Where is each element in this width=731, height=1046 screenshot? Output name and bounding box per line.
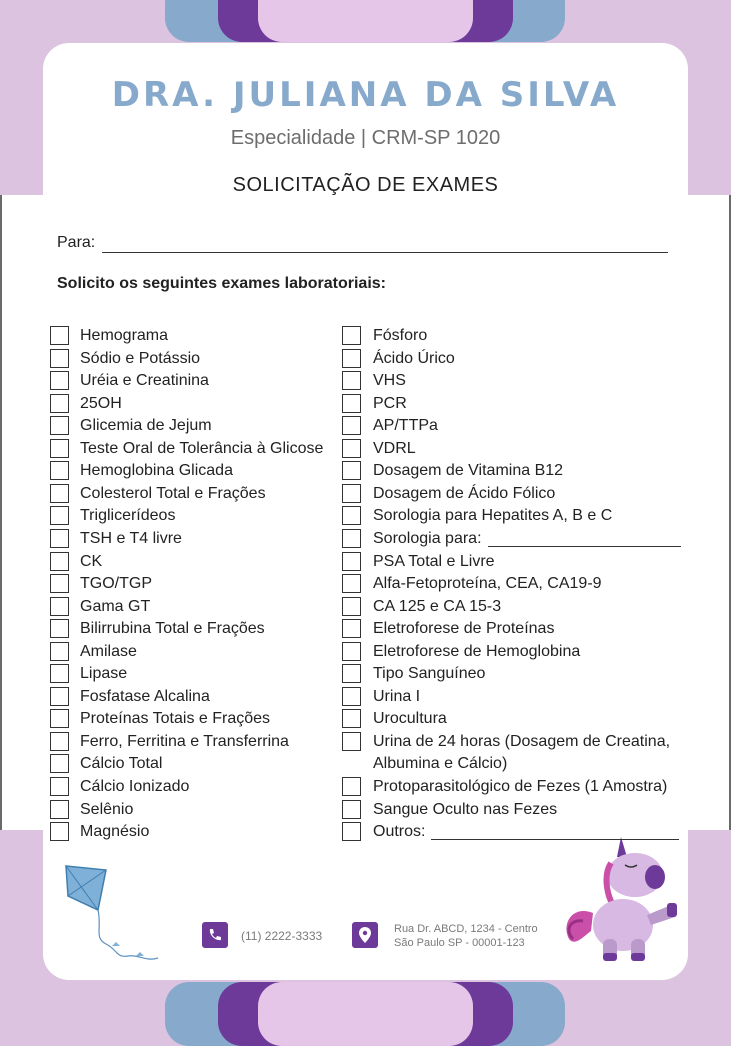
checkbox[interactable] bbox=[342, 506, 361, 525]
checkbox[interactable] bbox=[342, 687, 361, 706]
exam-label: PCR bbox=[373, 394, 407, 412]
checkbox[interactable] bbox=[342, 574, 361, 593]
checkbox[interactable] bbox=[342, 416, 361, 435]
checkbox[interactable] bbox=[50, 506, 69, 525]
checkbox[interactable] bbox=[50, 484, 69, 503]
exam-label: Glicemia de Jejum bbox=[80, 417, 212, 435]
checkbox[interactable] bbox=[50, 552, 69, 571]
checkbox[interactable] bbox=[342, 664, 361, 683]
exam-label: Dosagem de Vitamina B12 bbox=[373, 462, 564, 480]
exam-label: Selênio bbox=[80, 800, 134, 818]
checkbox[interactable] bbox=[342, 642, 361, 661]
exam-label: Magnésio bbox=[80, 823, 150, 841]
exam-label: Ferro, Ferritina e Transferrina bbox=[80, 732, 289, 750]
checkbox[interactable] bbox=[342, 822, 361, 841]
exam-label: Uréia e Creatinina bbox=[80, 372, 209, 390]
exam-label: TGO/TGP bbox=[80, 575, 152, 593]
checkbox[interactable] bbox=[342, 777, 361, 796]
checkbox[interactable] bbox=[342, 439, 361, 458]
checkbox[interactable] bbox=[50, 439, 69, 458]
exam-label: 25OH bbox=[80, 394, 122, 412]
checkbox[interactable] bbox=[50, 371, 69, 390]
exam-label: Sorologia para Hepatites A, B e C bbox=[373, 507, 613, 525]
checkbox[interactable] bbox=[342, 800, 361, 819]
exam-label: Hemograma bbox=[80, 327, 169, 344]
checkbox[interactable] bbox=[342, 552, 361, 571]
exam-label: Alfa-Fetoproteína, CEA, CA19-9 bbox=[373, 575, 602, 593]
intro-text: Solicito os seguintes exames laboratoriais: bbox=[57, 275, 386, 292]
exam-label: Dosagem de Ácido Fólico bbox=[373, 484, 556, 502]
exam-label: Gama GT bbox=[80, 597, 151, 615]
exam-label: TSH e T4 livre bbox=[80, 529, 182, 547]
checkbox[interactable] bbox=[342, 461, 361, 480]
checkbox[interactable] bbox=[342, 394, 361, 413]
exam-label: CK bbox=[80, 552, 103, 570]
checkbox[interactable] bbox=[50, 687, 69, 706]
checkbox[interactable] bbox=[50, 800, 69, 819]
checkbox[interactable] bbox=[342, 326, 361, 345]
map-pin-icon bbox=[352, 922, 378, 948]
checkbox[interactable] bbox=[342, 484, 361, 503]
phone-number: (11) 2222-3333 bbox=[241, 929, 323, 943]
top-band-pink bbox=[258, 0, 473, 42]
mid-right-white bbox=[687, 195, 729, 830]
unicorn-illustration bbox=[555, 835, 685, 970]
checkbox[interactable] bbox=[50, 732, 69, 751]
exam-label: CA 125 e CA 15-3 bbox=[373, 597, 502, 615]
fill-in-line[interactable] bbox=[488, 546, 681, 547]
exam-label: Cálcio Total bbox=[80, 755, 163, 773]
exam-label: Sorologia para: bbox=[373, 529, 482, 547]
phone-icon bbox=[202, 922, 228, 948]
checkbox[interactable] bbox=[342, 349, 361, 368]
exam-label: Cálcio Ionizado bbox=[80, 778, 190, 795]
exam-label: PSA Total e Livre bbox=[373, 552, 495, 570]
checkbox[interactable] bbox=[50, 349, 69, 368]
exam-label: Urocultura bbox=[373, 710, 447, 728]
checkbox[interactable] bbox=[50, 461, 69, 480]
checkbox[interactable] bbox=[50, 754, 69, 773]
checkbox[interactable] bbox=[342, 619, 361, 638]
checkbox[interactable] bbox=[50, 777, 69, 796]
exam-label: Ácido Úrico bbox=[373, 349, 455, 367]
checkbox[interactable] bbox=[50, 822, 69, 841]
exam-label: Tipo Sanguíneo bbox=[373, 665, 486, 683]
exam-label: Sangue Oculto nas Fezes bbox=[373, 800, 558, 818]
exam-label: Proteínas Totais e Frações bbox=[80, 710, 271, 728]
exam-label: AP/TTPa bbox=[373, 417, 438, 435]
checkbox[interactable] bbox=[342, 597, 361, 616]
fill-in-line[interactable] bbox=[431, 839, 679, 840]
exam-label: Triglicerídeos bbox=[80, 507, 176, 525]
exam-label: Fósforo bbox=[373, 327, 428, 344]
checkbox[interactable] bbox=[50, 529, 69, 548]
specialty-line: Especialidade | CRM-SP 1020 bbox=[230, 127, 501, 149]
address-line-1: Rua Dr. ABCD, 1234 - Centro bbox=[394, 923, 538, 935]
checkbox[interactable] bbox=[342, 529, 361, 548]
exam-label: Albumina e Cálcio) bbox=[373, 755, 508, 773]
address-line-2: São Paulo SP - 00001-123 bbox=[394, 937, 525, 949]
checkbox[interactable] bbox=[50, 416, 69, 435]
exam-label: Amilase bbox=[80, 642, 137, 660]
checkbox[interactable] bbox=[50, 597, 69, 616]
checkbox[interactable] bbox=[342, 709, 361, 728]
checkbox[interactable] bbox=[50, 394, 69, 413]
checkbox[interactable] bbox=[50, 664, 69, 683]
bottom-band-pink bbox=[258, 982, 473, 1046]
checkbox[interactable] bbox=[50, 619, 69, 638]
checkbox[interactable] bbox=[342, 371, 361, 390]
checkbox[interactable] bbox=[50, 709, 69, 728]
exam-label: Colesterol Total e Frações bbox=[80, 484, 266, 502]
exam-label: Urina I bbox=[373, 687, 421, 705]
form-title: SOLICITAÇÃO DE EXAMES bbox=[232, 174, 499, 196]
checkbox[interactable] bbox=[342, 732, 361, 751]
doctor-name: DRA. JULIANA DA SILVA bbox=[111, 75, 620, 115]
exam-label: Hemoglobina Glicada bbox=[80, 462, 233, 480]
checkbox[interactable] bbox=[50, 574, 69, 593]
exam-label: Urina de 24 horas (Dosagem de Creatina, bbox=[373, 732, 671, 750]
checkbox[interactable] bbox=[50, 326, 69, 345]
exam-label: Fosfatase Alcalina bbox=[80, 687, 210, 705]
exam-label: Eletroforese de Proteínas bbox=[373, 620, 555, 638]
para-label: Para: bbox=[57, 234, 96, 251]
exam-label: Lipase bbox=[80, 665, 128, 683]
exam-label: Outros: bbox=[373, 823, 426, 841]
mid-left-white bbox=[2, 195, 44, 830]
exam-label: Teste Oral de Tolerância à Glicose bbox=[80, 439, 324, 457]
checkbox[interactable] bbox=[50, 642, 69, 661]
exam-label: VDRL bbox=[373, 439, 416, 457]
exam-label: Bilirrubina Total e Frações bbox=[80, 620, 265, 638]
exam-label: Sódio e Potássio bbox=[80, 349, 201, 367]
exam-label: Protoparasitológico de Fezes (1 Amostra) bbox=[373, 778, 668, 795]
exam-label: VHS bbox=[373, 372, 406, 390]
exam-label: Eletroforese de Hemoglobina bbox=[373, 642, 581, 660]
para-input-line[interactable] bbox=[102, 252, 668, 253]
kite-illustration bbox=[58, 858, 178, 968]
